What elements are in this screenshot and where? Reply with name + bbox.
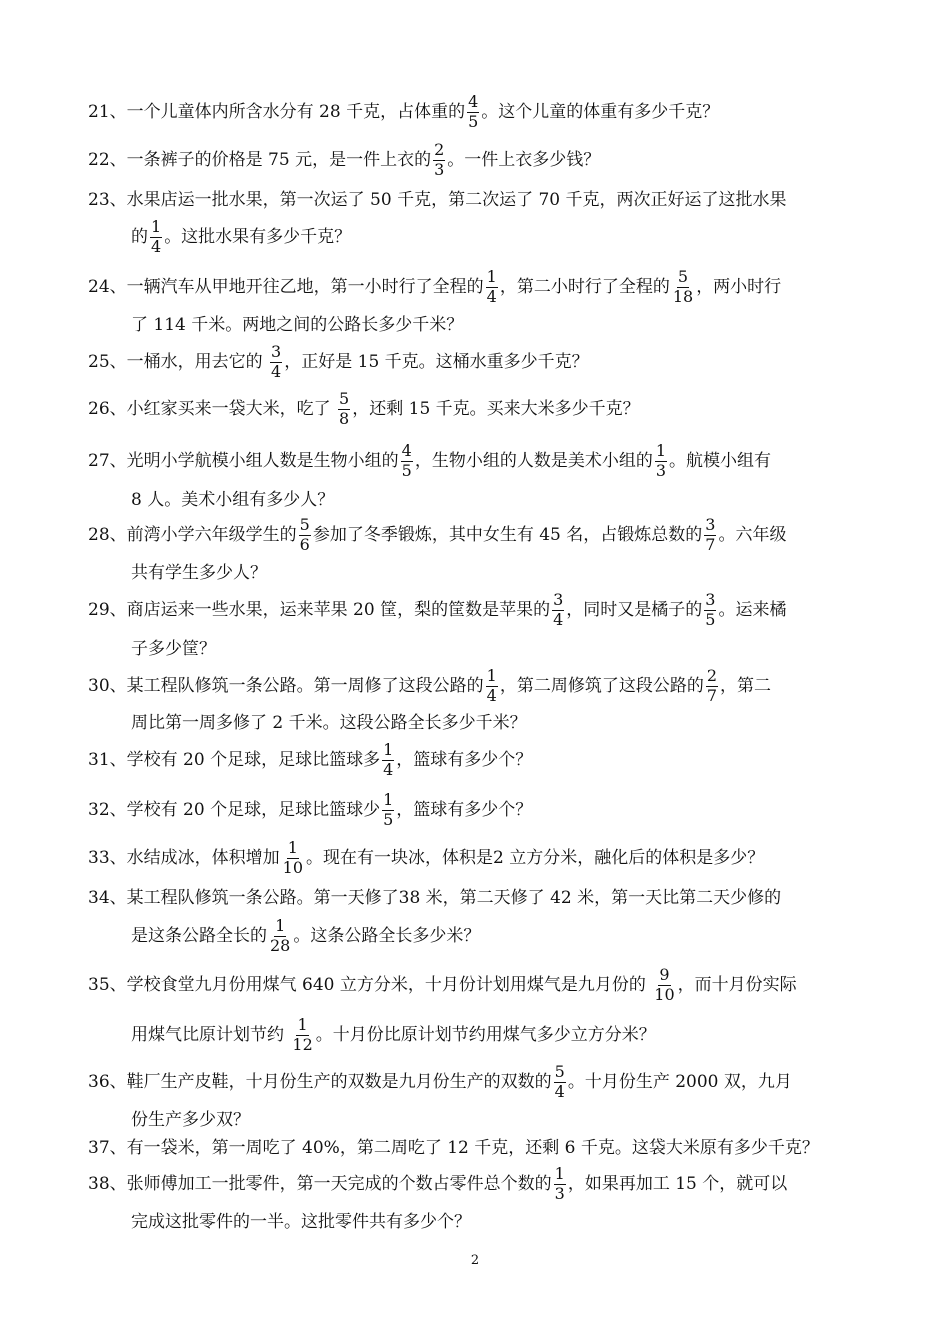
problem-32-line-1 — [88, 788, 868, 832]
problem-text: ，而十月份实际 — [677, 975, 797, 995]
fraction — [653, 967, 675, 1004]
fraction-denominator: 4 — [553, 610, 564, 629]
fraction-numerator: 1 — [383, 740, 394, 760]
problem-25-line-1 — [88, 340, 868, 384]
fraction-numerator: 1 — [486, 267, 497, 287]
problem-35-line-2 — [131, 1013, 911, 1057]
problem-text: 22、一条裤子的价格是 75 元，是一件上衣的 — [88, 150, 432, 170]
fraction-numerator: 3 — [705, 515, 716, 535]
problem-23-line-2 — [131, 215, 911, 259]
problem-29-line-1 — [88, 588, 868, 632]
fraction-numerator: 1 — [383, 790, 394, 810]
problem-text: 用煤气比原计划节约 — [131, 1025, 290, 1045]
problem-text: 21、一个儿童体内所含水分有 28 千克，占体重的 — [88, 102, 466, 122]
fraction — [467, 94, 479, 131]
problem-text: 37、有一袋米，第一周吃了 40%，第二周吃了 12 千克，还剩 6 千克。这袋大米原有多少千克？ — [88, 1138, 819, 1158]
fraction-numerator: 5 — [554, 1062, 565, 1082]
problem-text: 。十月份比原计划节约用煤气多少立方分米？ — [315, 1025, 656, 1045]
fraction-denominator: 4 — [554, 1082, 565, 1101]
problem-text: 的 — [131, 227, 148, 247]
problem-26-line-1 — [88, 387, 868, 431]
problem-text: 36、鞋厂生产皮鞋，十月份生产的双数是九月份生产的双数的 — [88, 1072, 552, 1092]
fraction-denominator: 4 — [151, 237, 162, 256]
fraction-denominator: 7 — [705, 535, 716, 554]
fraction — [672, 269, 694, 306]
problem-text: 29、商店运来一些水果，运来苹果 20 筐，梨的筐数是苹果的 — [88, 600, 551, 620]
fraction — [338, 391, 350, 428]
problem-text: 32、学校有 20 个足球，足球比篮球少 — [88, 800, 381, 820]
fraction — [401, 443, 413, 480]
problem-text: 26、小红家买来一袋大米，吃了 — [88, 399, 337, 419]
fraction-denominator: 10 — [282, 858, 303, 877]
problem-text: 25、一桶水，用去它的 — [88, 352, 269, 372]
fraction — [552, 592, 564, 629]
fraction — [706, 668, 718, 705]
problem-text: 了 114 千米。两地之间的公路长多少千米？ — [131, 315, 464, 335]
problem-text: 。这个儿童的体重有多少千克？ — [481, 102, 720, 122]
fraction-numerator: 9 — [659, 965, 670, 985]
fraction-denominator: 4 — [271, 362, 282, 381]
problem-text: 。一件上衣多少钱？ — [447, 150, 601, 170]
fraction-numerator: 5 — [299, 515, 310, 535]
fraction-numerator: 3 — [553, 590, 564, 610]
fraction — [433, 142, 445, 179]
fraction-numerator: 1 — [297, 1015, 308, 1035]
fraction-denominator: 3 — [434, 160, 445, 179]
fraction-denominator: 12 — [292, 1035, 313, 1054]
fraction-denominator: 3 — [655, 461, 667, 480]
problem-text: 。运来橘 — [718, 600, 787, 620]
problem-22-line-1 — [88, 138, 868, 182]
fraction-denominator: 4 — [486, 686, 497, 705]
fraction-numerator: 4 — [401, 441, 412, 461]
problem-text: 。这条公路全长多少米？ — [293, 926, 481, 946]
fraction-numerator: 3 — [271, 342, 282, 362]
problem-text: 30、某工程队修筑一条公路。第一周修了这段公路的 — [88, 676, 484, 696]
problem-31-line-1 — [88, 738, 868, 782]
fraction — [270, 344, 282, 381]
fraction-numerator: 5 — [677, 267, 689, 287]
problem-text: 是这条公路全长的 — [131, 926, 267, 946]
problem-text: 。十月份生产 2000 双，九月 — [567, 1072, 792, 1092]
problem-text: ，如果再加工 15 个，就可以 — [567, 1174, 788, 1194]
problem-text: ，篮球有多少个？ — [396, 800, 533, 820]
fraction-numerator: 1 — [486, 666, 497, 686]
problem-text: ，还剩 15 千克。买来大米多少千克？ — [352, 399, 640, 419]
problem-text: 23、水果店运一批水果，第一次运了 50 千克，第二次运了 70 千克，两次正好运了这批水果 — [88, 190, 787, 210]
fraction-numerator: 3 — [705, 590, 716, 610]
fraction-denominator: 3 — [554, 1184, 565, 1203]
problem-38-line-2 — [131, 1200, 911, 1244]
fraction-denominator: 18 — [672, 287, 694, 306]
fraction-denominator: 5 — [705, 610, 716, 629]
fraction-denominator: 7 — [706, 686, 718, 705]
problem-text: 8 人。美术小组有多少人？ — [131, 490, 335, 510]
problem-text: ，生物小组的人数是美术小组的 — [414, 451, 653, 471]
fraction-denominator: 5 — [401, 461, 412, 480]
problem-text: ，第二周修筑了这段公路的 — [499, 676, 704, 696]
problem-text: 31、学校有 20 个足球，足球比篮球多 — [88, 750, 381, 770]
problem-text: 参加了冬季锻炼，其中女生有 45 名，占锻炼总数的 — [312, 525, 703, 545]
problem-text: ，同时又是橘子的 — [566, 600, 703, 620]
problem-text: 。航模小组有 — [669, 451, 772, 471]
problem-text: 24、一辆汽车从甲地开往乙地，第一小时行了全程的 — [88, 277, 484, 297]
problem-text: 。六年级 — [718, 525, 787, 545]
fraction — [486, 668, 498, 705]
fraction-denominator: 8 — [339, 409, 350, 428]
fraction — [704, 592, 716, 629]
fraction-denominator: 4 — [383, 760, 394, 779]
fraction-numerator: 1 — [287, 838, 298, 858]
page-number: 2 — [470, 1253, 480, 1268]
fraction-numerator: 2 — [706, 666, 718, 686]
fraction-denominator: 5 — [383, 810, 394, 829]
problem-text: 27、光明小学航模小组人数是生物小组的 — [88, 451, 399, 471]
fraction-numerator: 1 — [151, 217, 162, 237]
fraction-numerator: 1 — [275, 916, 286, 936]
problem-text: 完成这批零件的一半。这批零件共有多少个？ — [131, 1212, 471, 1232]
fraction-numerator: 2 — [434, 140, 445, 160]
fraction-denominator: 28 — [270, 936, 291, 955]
problem-text: ，第二小时行了全程的 — [499, 277, 670, 297]
problem-34-line-2 — [131, 914, 911, 958]
fraction-numerator: 1 — [655, 441, 667, 461]
fraction — [486, 269, 498, 306]
problem-text: 共有学生多少人？ — [131, 563, 267, 583]
fraction-numerator: 4 — [468, 92, 479, 112]
problem-text: ，两小时行 — [696, 277, 782, 297]
problem-text: 38、张师傅加工一批零件，第一天完成的个数占零件总个数的 — [88, 1174, 552, 1194]
fraction — [282, 840, 304, 877]
fraction-denominator: 10 — [654, 985, 675, 1004]
fraction — [269, 918, 291, 955]
fraction-numerator: 5 — [339, 389, 350, 409]
problem-21-line-1 — [88, 90, 868, 134]
fraction — [291, 1017, 313, 1054]
fraction — [382, 742, 394, 779]
problem-text: ，篮球有多少个？ — [396, 750, 533, 770]
fraction — [655, 443, 667, 480]
problem-27-line-1 — [88, 439, 868, 483]
fraction — [150, 219, 162, 256]
fraction — [554, 1166, 566, 1203]
fraction-denominator: 6 — [299, 535, 310, 554]
problem-text: 。现在有一块冰，体积是2 立方分米，融化后的体积是多少？ — [306, 848, 765, 868]
problem-text: ，第二 — [720, 676, 772, 696]
fraction-denominator: 5 — [468, 112, 479, 131]
fraction — [382, 792, 394, 829]
problem-text: 34、某工程队修筑一条公路。第一天修了38 米，第二天修了 42 米，第一天比第二天少修的 — [88, 888, 782, 908]
problem-text: 33、水结成冰，体积增加 — [88, 848, 280, 868]
fraction — [299, 517, 311, 554]
problem-text: 28、前湾小学六年级学生的 — [88, 525, 297, 545]
problem-text: 。这批水果有多少千克？ — [164, 227, 352, 247]
fraction — [554, 1064, 566, 1101]
problem-text: 35、学校食堂九月份用煤气 640 立方分米，十月份计划用煤气是九月份的 — [88, 975, 652, 995]
fraction-numerator: 1 — [554, 1164, 565, 1184]
fraction-denominator: 4 — [486, 287, 497, 306]
fraction — [704, 517, 716, 554]
problem-33-line-1 — [88, 836, 868, 880]
problem-text: 子多少筐？ — [131, 639, 216, 659]
problem-text: 份生产多少双？ — [131, 1110, 250, 1130]
problem-text: 周比第一周多修了 2 千米。这段公路全长多少千米？ — [131, 713, 527, 733]
problem-text: ，正好是 15 千克。这桶水重多少千克？ — [284, 352, 589, 372]
problem-35-line-1 — [88, 963, 868, 1007]
